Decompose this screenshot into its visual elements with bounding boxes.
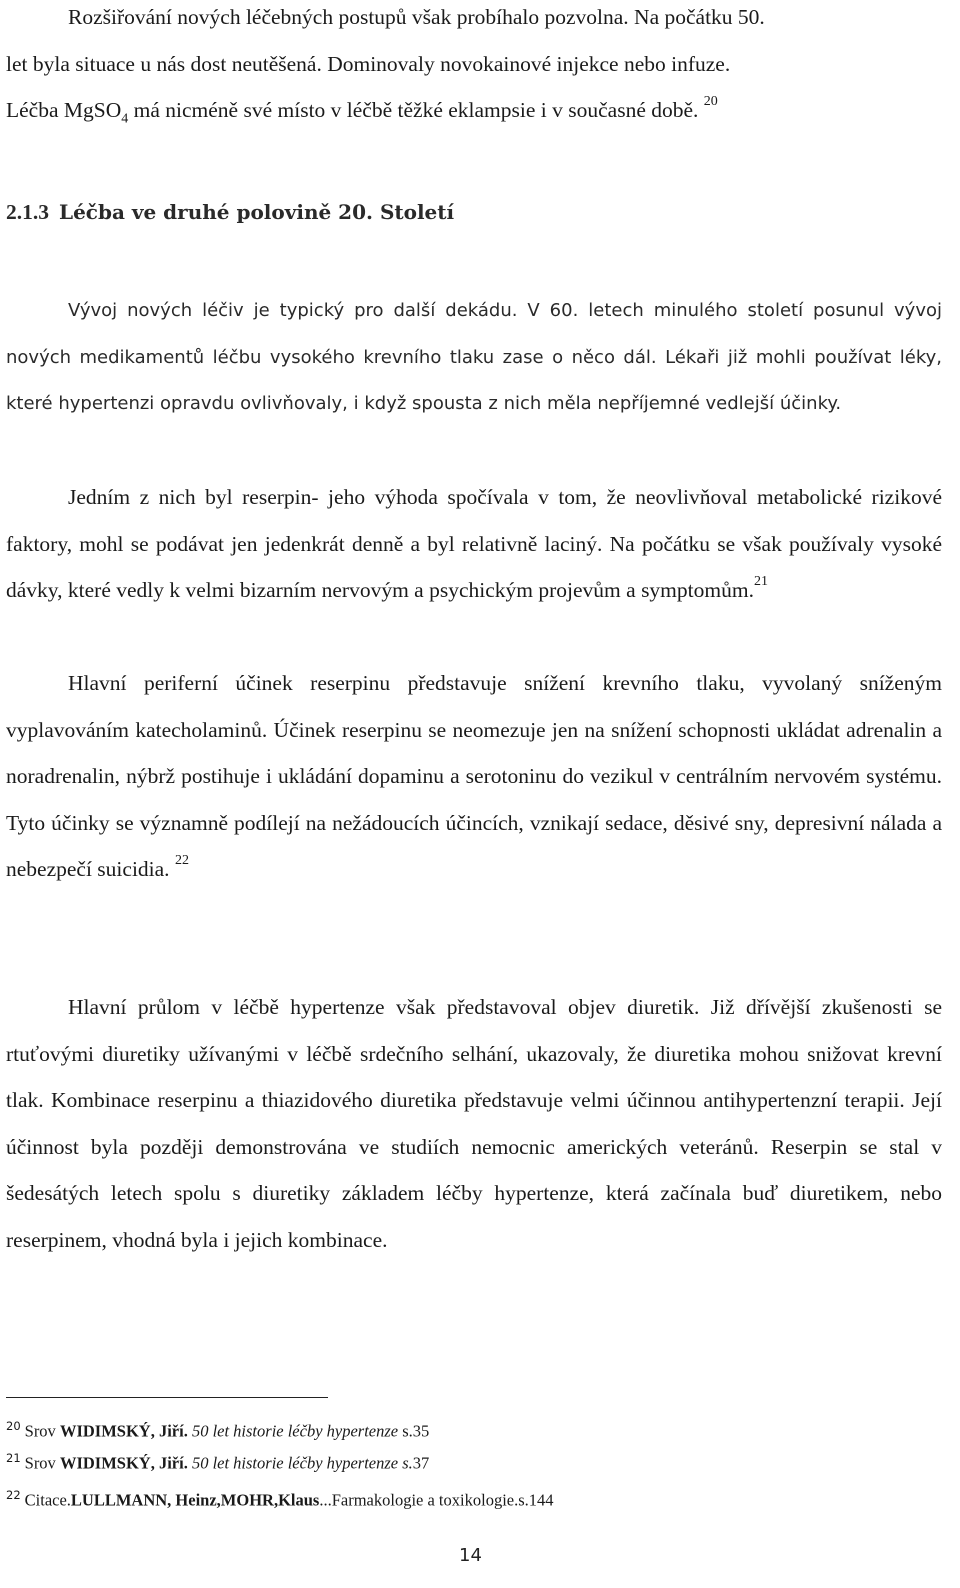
- section-title: Léčba ve druhé polovině 20. Století: [59, 200, 455, 224]
- intro-line-1: Rozšiřování nových léčebných postupů však probíhalo pozvolna. Na počátku 50.: [68, 5, 765, 29]
- paragraph-2: Jedním z nich byl reserpin- jeho výhoda spočívala v tom, že neovlivňoval metabolické rizikové faktory, mohl se podávat jen jedenkrát denně a byl relativně laciný. Na počátku se však používaly vysoké dávky, které vedly k velmi bizarním nervovým a psychickým projevům a symptomům.$^{21}$: [6, 485, 942, 602]
- footnote-22: $^{22}$ Citace.LULLMANN, Heinz,MOHR,Klaus...Farmakologie a toxikologie.s.144: [6, 1488, 554, 1510]
- footnote-21: $^{21}$ Srov WIDIMSKÝ, Jiří. 50 let historie léčby hypertenze s.37: [6, 1451, 430, 1473]
- page-number: 14: [459, 1545, 482, 1566]
- paragraph-3: Hlavní periferní účinek reserpinu představuje snížení krevního tlaku, vyvolaný sníženým vyplavováním katecholaminů. Účinek reserpinu se neomezuje jen na snížení schopnosti ukládat adrenalin a noradrenalin, nýbrž postihuje i ukládání dopaminu a serotoninu do vezikul v centrálním nervovém systému. Tyto účinky se významně podílejí na nežádoucích účincích, vznikají sedace, děsivé sny, depresivní nálada a nebezpečí suicidia. $^{22}$: [6, 671, 942, 881]
- intro-paragraph: [6, 0, 942, 134]
- footnote-ref-21: 21: [753, 573, 768, 589]
- section-heading: [6, 200, 454, 225]
- section-number: 2.1.3: [6, 200, 49, 224]
- footnote-ref-20: 20: [703, 93, 718, 109]
- paragraph-1: Vývoj nových léčiv je typický pro další dekádu. V 60. letech minulého století posunul vývoj nových medikamentů léčbu vysokého krevního tlaku zase o něco dál. Lékaři již mohli používat léky, které hypertenzi opravdu ovlivňovaly, i když spousta z nich měla nepříjemné vedlejší účinky.: [6, 300, 942, 414]
- intro-line-3: Léčba MgSO$_4$ má nicméně své místo v léčbě těžké eklampsie i v současné době. $^{20}$: [6, 93, 718, 127]
- footnote-ref-22: 22: [174, 852, 189, 868]
- paragraph-4: Hlavní průlom v léčbě hypertenze však představoval objev diuretik. Již dřívější zkušenosti se rtuťovými diuretiky užívanými v léčbě srdečního selhání, ukazovaly, že diuretika mohou snižovat krevní tlak. Kombinace reserpinu a thiazidového diuretika představuje velmi účinnou antihypertenzní terapii. Její účinnost byla později demonstrována ve studiích nemocnic amerických veteránů. Reserpin se stal v šedesátých letech spolu s diuretiky základem léčby hypertenze, která začínala buď diuretikem, nebo reserpinem, vhodná byla i jejich kombinace.: [6, 995, 942, 1252]
- footnote-20: $^{20}$ Srov WIDIMSKÝ, Jiří. 50 let historie léčby hypertenze s.35: [6, 1419, 430, 1441]
- subscript-4: 4: [121, 111, 129, 127]
- intro-line-2: let byla situace u nás dost neutěšená. Dominovaly novokainové injekce nebo infuze.: [6, 51, 731, 76]
- footnote-separator: [6, 1397, 328, 1398]
